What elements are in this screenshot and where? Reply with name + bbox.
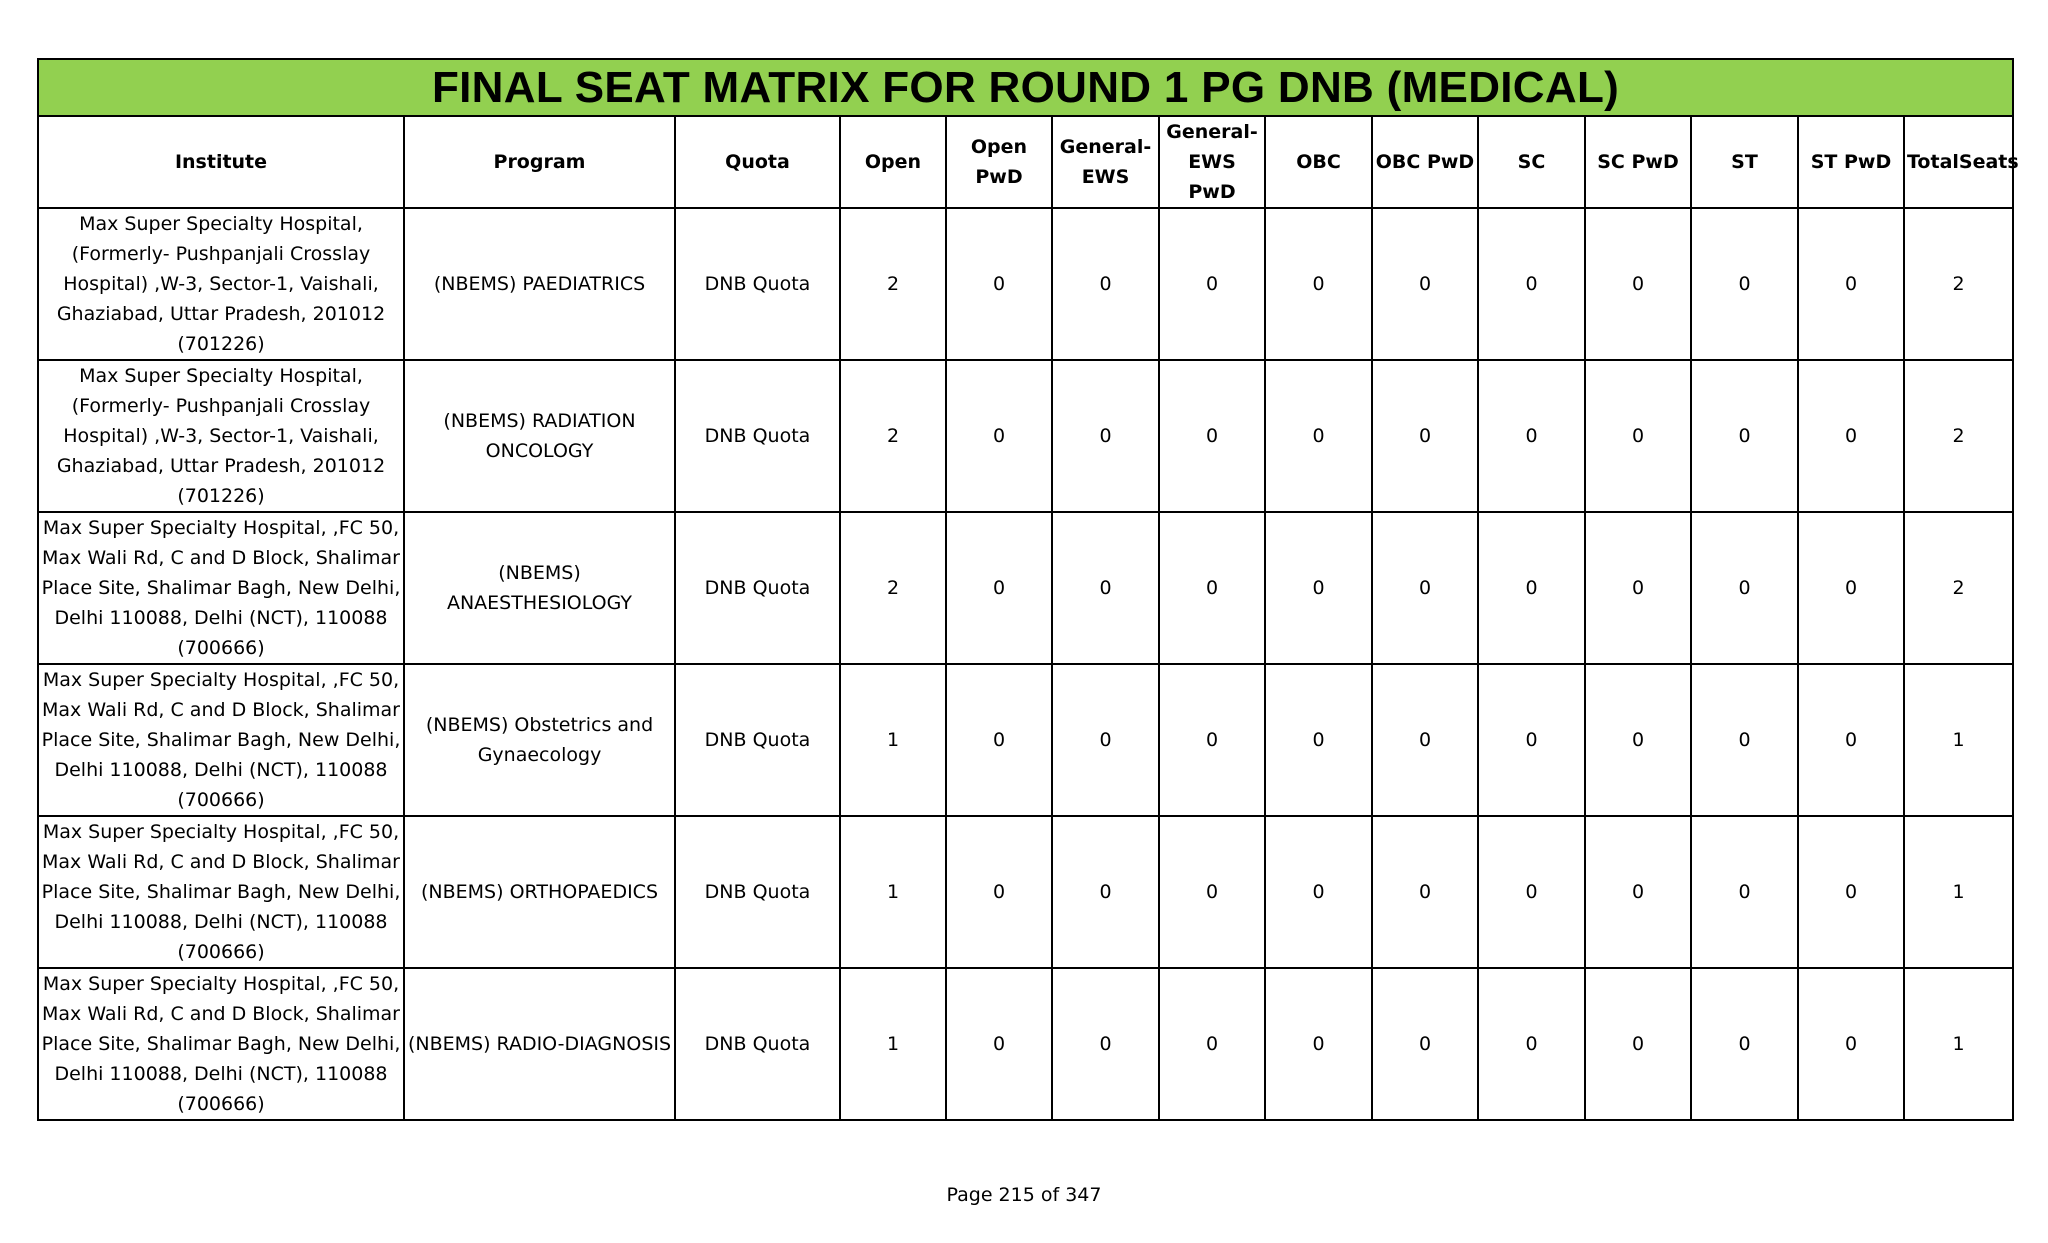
table-row: [38, 816, 2013, 968]
obc-cell: 0: [1265, 968, 1372, 1120]
quota-cell: DNB Quota: [675, 968, 840, 1120]
obc-pwd-cell: 0: [1372, 360, 1478, 512]
open-cell: 1: [840, 968, 946, 1120]
obc-pwd-cell: 0: [1372, 512, 1478, 664]
general-ews-cell: 0: [1052, 816, 1159, 968]
column-header: OBC: [1265, 116, 1372, 208]
sc-pwd-cell: 0: [1585, 360, 1691, 512]
total-seats-cell: 2: [1904, 512, 2013, 664]
obc-pwd-cell: 0: [1372, 664, 1478, 816]
st-pwd-cell: 0: [1798, 664, 1904, 816]
column-header: ST PwD: [1798, 116, 1904, 208]
general-ews-pwd-cell: 0: [1159, 512, 1265, 664]
column-header: TotalSeats: [1904, 116, 2013, 208]
open-cell: 2: [840, 208, 946, 360]
institute-cell: Max Super Specialty Hospital, ,FC 50, Max Wali Rd, C and D Block, Shalimar Place Site, Shalimar Bagh, New Delhi, Delhi 110088, Delhi (NCT), 110088 (700666): [38, 664, 404, 816]
st-pwd-cell: 0: [1798, 208, 1904, 360]
sc-cell: 0: [1478, 968, 1585, 1120]
sc-pwd-cell: 0: [1585, 816, 1691, 968]
program-cell: (NBEMS) ANAESTHESIOLOGY: [404, 512, 675, 664]
total-seats-cell: 1: [1904, 968, 2013, 1120]
quota-cell: DNB Quota: [675, 512, 840, 664]
obc-cell: 0: [1265, 208, 1372, 360]
program-cell: (NBEMS) RADIO-DIAGNOSIS: [404, 968, 675, 1120]
obc-cell: 0: [1265, 664, 1372, 816]
general-ews-cell: 0: [1052, 512, 1159, 664]
table-row: [38, 664, 2013, 816]
open-pwd-cell: 0: [946, 208, 1052, 360]
institute-cell: Max Super Specialty Hospital, (Formerly- Pushpanjali Crosslay Hospital) ,W-3, Sector-1, Vaishali, Ghaziabad, Uttar Pradesh, 201012 (701226): [38, 360, 404, 512]
open-cell: 1: [840, 816, 946, 968]
st-cell: 0: [1691, 512, 1798, 664]
general-ews-cell: 0: [1052, 360, 1159, 512]
table-body: [38, 208, 2013, 1120]
st-cell: 0: [1691, 816, 1798, 968]
general-ews-pwd-cell: 0: [1159, 360, 1265, 512]
sc-pwd-cell: 0: [1585, 208, 1691, 360]
open-pwd-cell: 0: [946, 512, 1052, 664]
obc-pwd-cell: 0: [1372, 816, 1478, 968]
st-pwd-cell: 0: [1798, 968, 1904, 1120]
st-cell: 0: [1691, 208, 1798, 360]
table-row: [38, 968, 2013, 1120]
sc-cell: 0: [1478, 664, 1585, 816]
total-seats-cell: 2: [1904, 208, 2013, 360]
column-header-row: [38, 116, 2013, 208]
seat-matrix-table: [37, 58, 2019, 1121]
general-ews-pwd-cell: 0: [1159, 816, 1265, 968]
institute-cell: Max Super Specialty Hospital, ,FC 50, Max Wali Rd, C and D Block, Shalimar Place Site, Shalimar Bagh, New Delhi, Delhi 110088, Delhi (NCT), 110088 (700666): [38, 968, 404, 1120]
column-header: SC: [1478, 116, 1585, 208]
table-row: [38, 208, 2013, 360]
column-header: SC PwD: [1585, 116, 1691, 208]
open-pwd-cell: 0: [946, 968, 1052, 1120]
st-pwd-cell: 0: [1798, 360, 1904, 512]
open-cell: 2: [840, 360, 946, 512]
column-header: General-EWS: [1052, 116, 1159, 208]
total-seats-cell: 2: [1904, 360, 2013, 512]
sc-pwd-cell: 0: [1585, 512, 1691, 664]
general-ews-cell: 0: [1052, 968, 1159, 1120]
institute-cell: Max Super Specialty Hospital, (Formerly- Pushpanjali Crosslay Hospital) ,W-3, Sector-1, Vaishali, Ghaziabad, Uttar Pradesh, 201012 (701226): [38, 208, 404, 360]
sc-cell: 0: [1478, 816, 1585, 968]
column-header: Program: [404, 116, 675, 208]
st-cell: 0: [1691, 360, 1798, 512]
st-cell: 0: [1691, 968, 1798, 1120]
st-pwd-cell: 0: [1798, 816, 1904, 968]
table-row: [38, 360, 2013, 512]
quota-cell: DNB Quota: [675, 208, 840, 360]
column-header: General-EWS PwD: [1159, 116, 1265, 208]
obc-cell: 0: [1265, 816, 1372, 968]
table-title: FINAL SEAT MATRIX FOR ROUND 1 PG DNB (MEDICAL): [38, 59, 2013, 116]
quota-cell: DNB Quota: [675, 360, 840, 512]
open-cell: 1: [840, 664, 946, 816]
column-header: OBC PwD: [1372, 116, 1478, 208]
general-ews-pwd-cell: 0: [1159, 968, 1265, 1120]
column-header: Institute: [38, 116, 404, 208]
sc-pwd-cell: 0: [1585, 664, 1691, 816]
obc-pwd-cell: 0: [1372, 208, 1478, 360]
sc-cell: 0: [1478, 512, 1585, 664]
program-cell: (NBEMS) ORTHOPAEDICS: [404, 816, 675, 968]
seat-matrix-sheet: [37, 58, 2019, 1121]
st-pwd-cell: 0: [1798, 512, 1904, 664]
column-header: ST: [1691, 116, 1798, 208]
quota-cell: DNB Quota: [675, 664, 840, 816]
column-header: Open: [840, 116, 946, 208]
column-header: Quota: [675, 116, 840, 208]
total-seats-cell: 1: [1904, 816, 2013, 968]
program-cell: (NBEMS) RADIATION ONCOLOGY: [404, 360, 675, 512]
open-cell: 2: [840, 512, 946, 664]
obc-cell: 0: [1265, 512, 1372, 664]
st-cell: 0: [1691, 664, 1798, 816]
sc-cell: 0: [1478, 208, 1585, 360]
obc-pwd-cell: 0: [1372, 968, 1478, 1120]
quota-cell: DNB Quota: [675, 816, 840, 968]
open-pwd-cell: 0: [946, 664, 1052, 816]
institute-cell: Max Super Specialty Hospital, ,FC 50, Max Wali Rd, C and D Block, Shalimar Place Site, Shalimar Bagh, New Delhi, Delhi 110088, Delhi (NCT), 110088 (700666): [38, 512, 404, 664]
table-row: [38, 512, 2013, 664]
general-ews-pwd-cell: 0: [1159, 664, 1265, 816]
institute-cell: Max Super Specialty Hospital, ,FC 50, Max Wali Rd, C and D Block, Shalimar Place Site, Shalimar Bagh, New Delhi, Delhi 110088, Delhi (NCT), 110088 (700666): [38, 816, 404, 968]
column-header: Open PwD: [946, 116, 1052, 208]
open-pwd-cell: 0: [946, 816, 1052, 968]
page-number-footer: Page 215 of 347: [946, 1184, 1102, 1206]
general-ews-cell: 0: [1052, 664, 1159, 816]
total-seats-cell: 1: [1904, 664, 2013, 816]
general-ews-pwd-cell: 0: [1159, 208, 1265, 360]
open-pwd-cell: 0: [946, 360, 1052, 512]
sc-cell: 0: [1478, 360, 1585, 512]
general-ews-cell: 0: [1052, 208, 1159, 360]
program-cell: (NBEMS) PAEDIATRICS: [404, 208, 675, 360]
program-cell: (NBEMS) Obstetrics and Gynaecology: [404, 664, 675, 816]
sc-pwd-cell: 0: [1585, 968, 1691, 1120]
obc-cell: 0: [1265, 360, 1372, 512]
